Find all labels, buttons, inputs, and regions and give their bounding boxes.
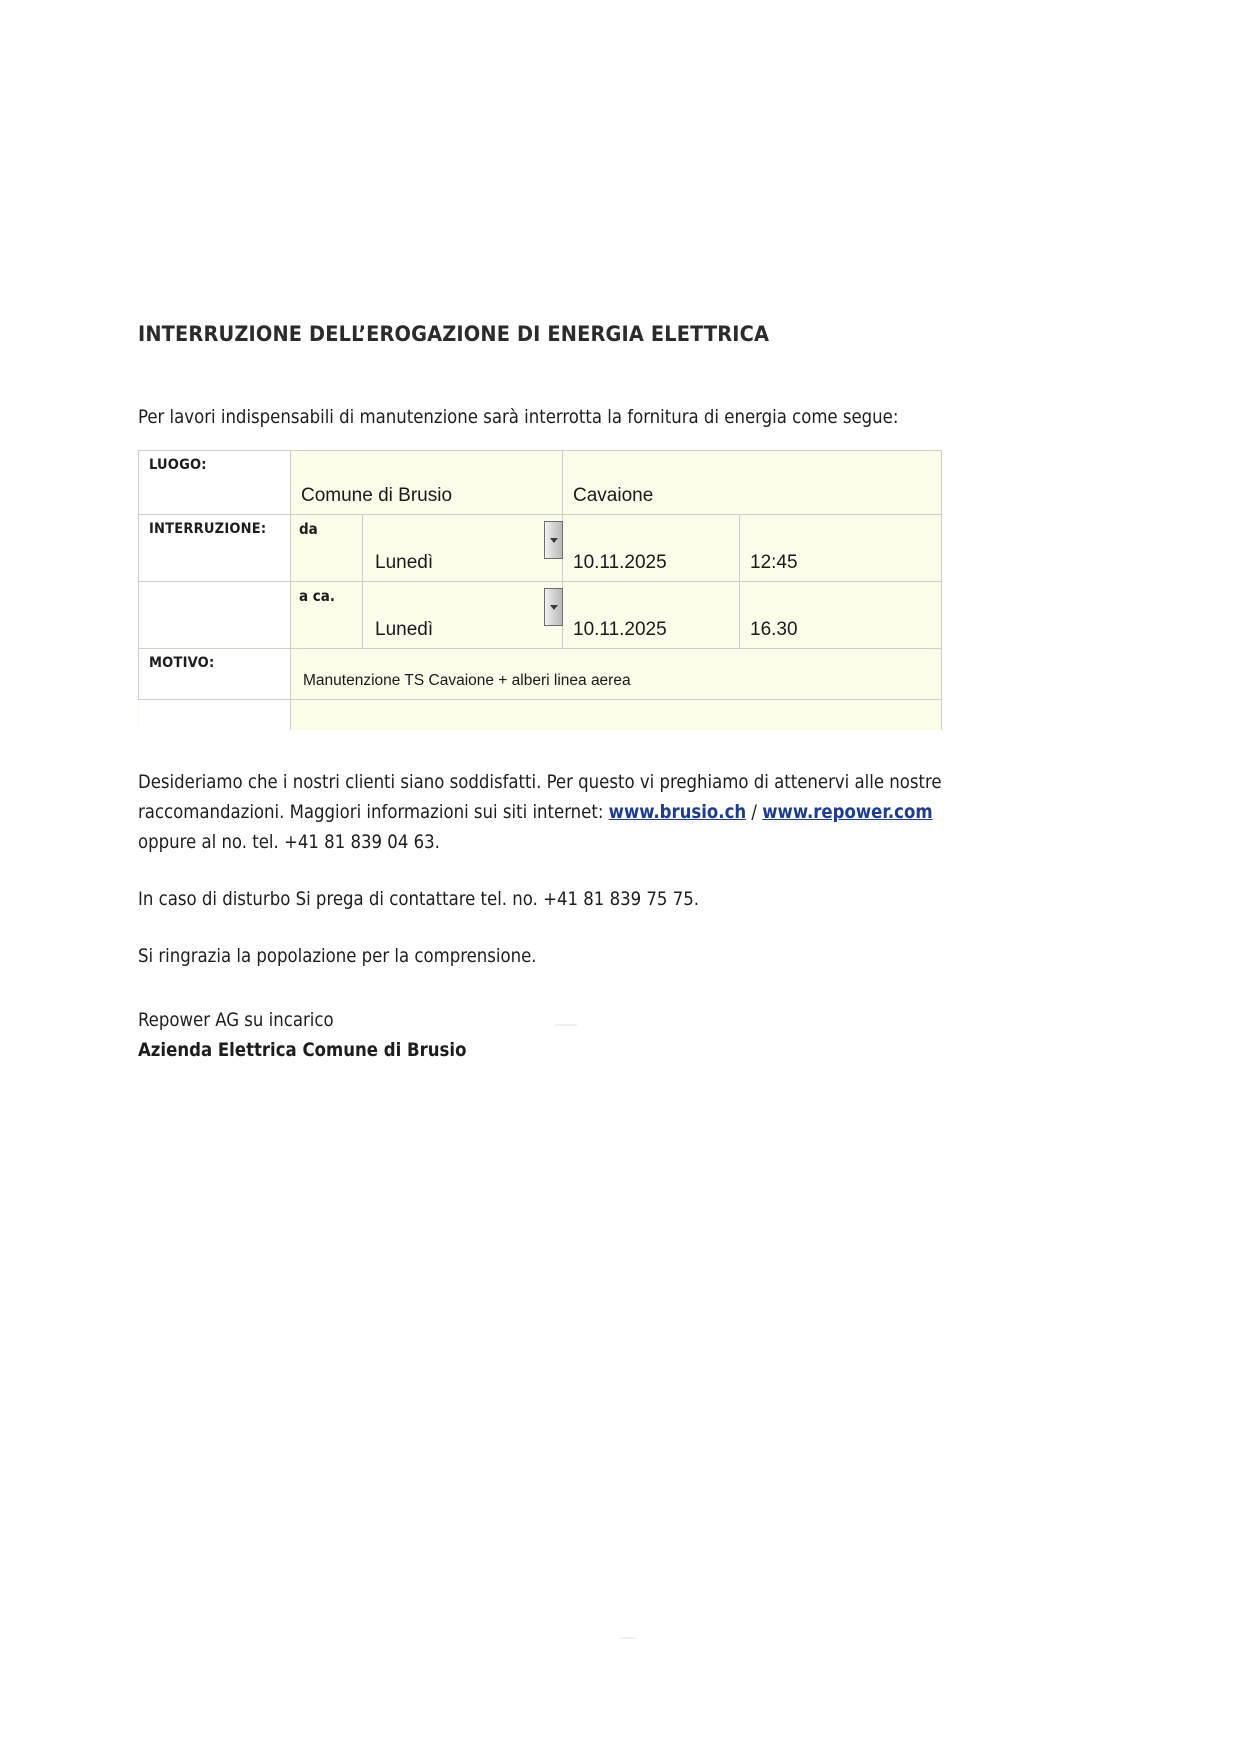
label-interruzione-empty <box>139 582 291 649</box>
time-value-a: 16.30 <box>740 582 942 649</box>
intro-paragraph: Per lavori indispensabili di manutenzione sarà interrotta la fornitura di energia come segue: <box>138 407 899 428</box>
date-value-da: 10.11.2025 <box>563 515 740 582</box>
value-motivo: Manutenzione TS Cavaione + alberi linea aerea <box>291 649 942 700</box>
value-comune: Comune di Brusio <box>291 451 563 515</box>
day-value-da: Lunedì <box>375 552 434 573</box>
thanks-line: Si ringrazia la popolazione per la comprensione. <box>138 946 537 967</box>
label-motivo: MOTIVO: <box>139 649 291 700</box>
link-brusio[interactable]: www.brusio.ch <box>608 802 747 823</box>
spacer-cell <box>291 700 942 731</box>
label-da: da <box>291 515 363 582</box>
table-row-motivo <box>139 649 942 700</box>
link-separator: / <box>746 802 763 823</box>
day-value-a: Lunedì <box>375 619 434 640</box>
date-value-a: 10.11.2025 <box>563 582 740 649</box>
label-interruzione: INTERRUZIONE: <box>139 515 291 582</box>
signature-line-1: Repower AG su incarico <box>138 1010 334 1031</box>
link-repower[interactable]: www.repower.com <box>762 802 933 823</box>
disturbo-line: In caso di disturbo Si prega di contattare tel. no. +41 81 839 75 75. <box>138 889 699 910</box>
satisfaction-paragraph <box>138 768 993 858</box>
disturbo-paragraph <box>138 885 993 915</box>
satisfaction-line-1: Desideriamo che i nostri clienti siano soddisfatti. Per questo vi preghiamo di attenervi alle nostre <box>138 772 942 793</box>
table-row-interruzione-da <box>139 515 942 582</box>
day-select-da[interactable] <box>363 515 563 582</box>
signature-line-2: Azienda Elettrica Comune di Brusio <box>138 1040 467 1061</box>
document-body <box>138 322 993 1066</box>
satisfaction-line-3: oppure al no. tel. +41 81 839 04 63. <box>138 832 440 853</box>
label-a-ca: a ca. <box>291 582 363 649</box>
chevron-down-icon[interactable] <box>544 521 563 559</box>
label-luogo: LUOGO: <box>139 451 291 515</box>
table-row-spacer <box>139 700 942 731</box>
spacer-cell <box>139 700 291 731</box>
value-localita: Cavaione <box>563 451 942 515</box>
signature-block <box>138 1006 993 1066</box>
time-value-da: 12:45 <box>740 515 942 582</box>
outage-details-table <box>138 450 942 730</box>
scan-artifact <box>620 1637 636 1639</box>
day-select-a[interactable] <box>363 582 563 649</box>
page-title: INTERRUZIONE DELL’EROGAZIONE DI ENERGIA ELETTRICA <box>138 322 770 347</box>
table-row-luogo <box>139 451 942 515</box>
chevron-down-icon[interactable] <box>544 588 563 626</box>
satisfaction-line-2 <box>138 798 993 828</box>
thanks-paragraph <box>138 942 993 972</box>
table-row-interruzione-a <box>139 582 942 649</box>
satisfaction-line-2-text: raccomandazioni. Maggiori informazioni sui siti internet: <box>138 802 609 823</box>
